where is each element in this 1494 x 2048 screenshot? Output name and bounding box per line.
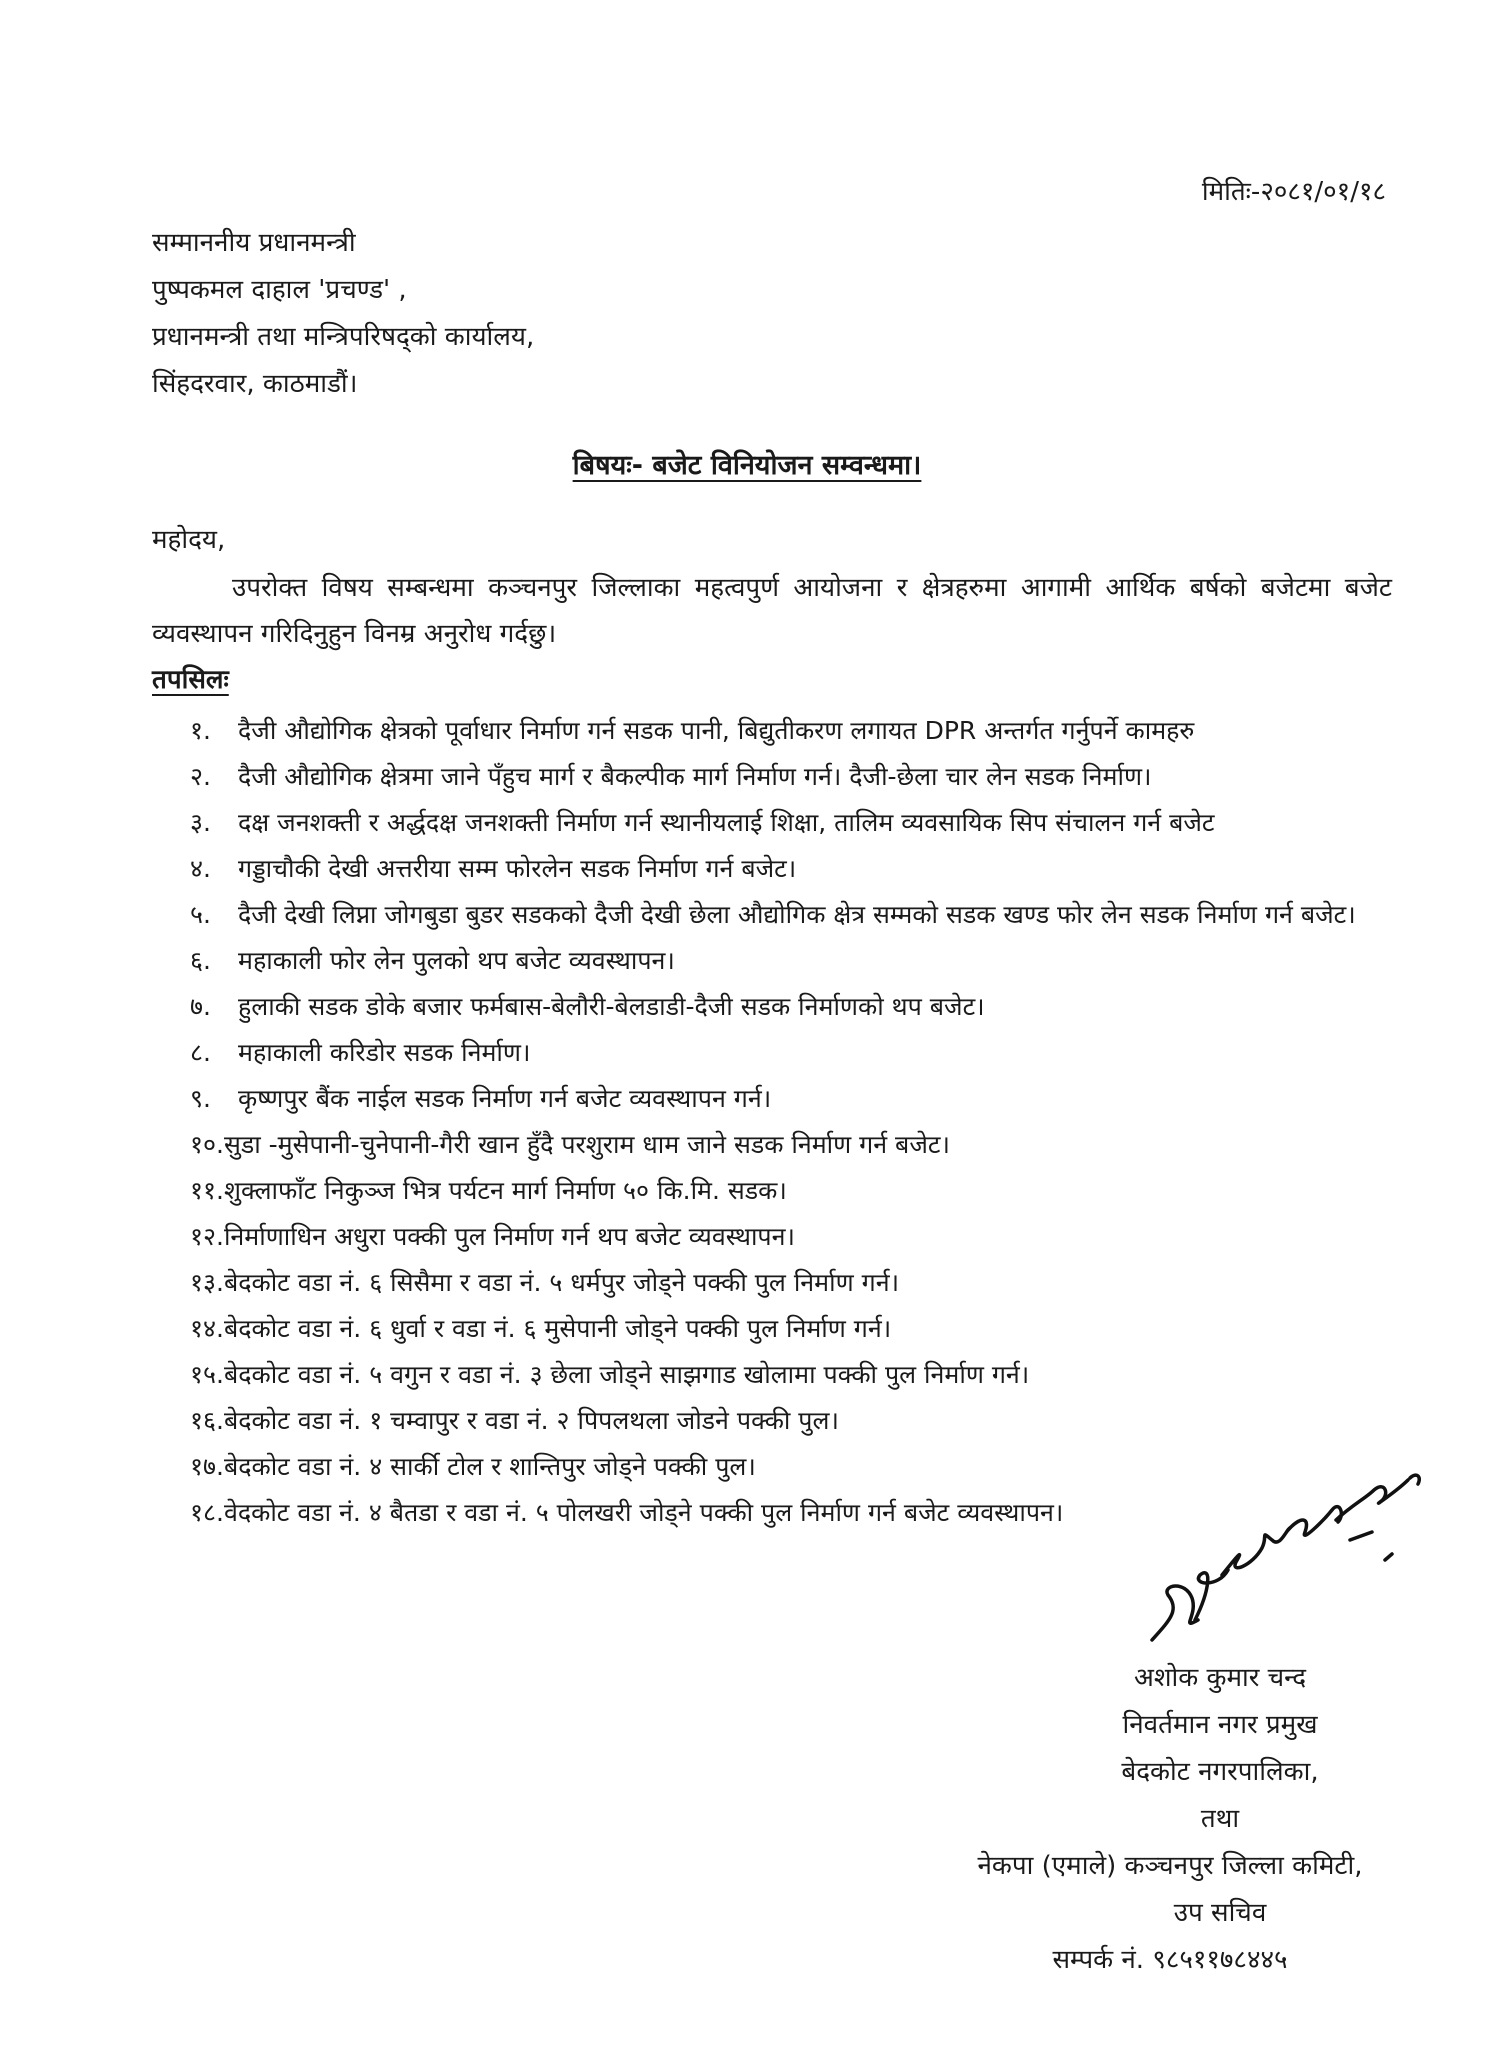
list-item: [190, 800, 1400, 846]
signatory-name: अशोक कुमार चन्द: [1133, 1663, 1306, 1693]
signatory-title-3: तथा: [1200, 1804, 1240, 1834]
list-item: [190, 754, 1400, 800]
signatory-contact: सम्पर्क नं. ९८५११७८४४५: [1052, 1945, 1288, 1975]
list-item: [190, 1398, 1400, 1444]
recipient-line-1: सम्माननीय प्रधानमन्त्री: [152, 228, 356, 258]
list-item-number: ३.: [190, 808, 211, 837]
signatory-block: [977, 1655, 1440, 1984]
list-item-number: २.: [190, 762, 211, 791]
letter-date: मितिः-२०८१/०१/१८: [1201, 177, 1386, 207]
recipient-address: [152, 220, 534, 408]
list-item-text: बेदकोट वडा नं. ४ सार्की टोल र शान्तिपुर जोड्ने पक्की पुल।: [223, 1452, 756, 1481]
details-heading: तपसिलः: [152, 665, 229, 695]
list-item: [190, 938, 1400, 984]
list-item-number: १६.: [190, 1406, 224, 1435]
list-item-number: १०.: [190, 1130, 224, 1159]
list-item-text: बेदकोट वडा नं. ६ सिसैमा र वडा नं. ५ धर्मपुर जोड्ने पक्की पुल निर्माण गर्न।: [223, 1268, 900, 1297]
list-item-text: कृष्णपुर बैंक नाईल सडक निर्माण गर्न बजेट व्यवस्थापन गर्न।: [238, 1084, 772, 1113]
list-item: [190, 1030, 1400, 1076]
signatory-title-5: उप सचिव: [1173, 1898, 1267, 1928]
list-item-number: १७.: [190, 1452, 224, 1481]
handwritten-signature: [1140, 1470, 1440, 1670]
list-item: [190, 1168, 1400, 1214]
list-item: [190, 1306, 1400, 1352]
list-item-number: ९.: [190, 1084, 211, 1113]
list-item-text: गड्डाचौकी देखी अत्तरीया सम्म फोरलेन सडक निर्माण गर्न बजेट।: [238, 854, 797, 883]
list-item-text: दैजी देखी लिप्ना जोगबुडा बुडर सडकको दैजी देखी छेला औद्योगिक क्षेत्र सम्मको सडक खण्ड फोर लेन सडक निर्माण गर्न बजेट।: [238, 900, 1356, 929]
list-item-text: सुडा -मुसेपानी-चुनेपानी-गैरी खान हुँदै परशुराम धाम जाने सडक निर्माण गर्न बजेट।: [223, 1130, 950, 1159]
list-item-text: दक्ष जनशक्ती र अर्द्धदक्ष जनशक्ती निर्माण गर्न स्थानीयलाई शिक्षा, तालिम व्यवसायिक सिप संचालन गर्न बजेट: [238, 808, 1215, 837]
list-item-number: ४.: [190, 854, 211, 883]
list-item: [190, 708, 1400, 754]
list-item-text: महाकाली फोर लेन पुलको थप बजेट व्यवस्थापन।: [238, 946, 675, 975]
list-item-text: हुलाकी सडक डोके बजार फर्मबास-बेलौरी-बेलडाडी-दैजी सडक निर्माणको थप बजेट।: [238, 992, 985, 1021]
list-item-text: बेदकोट वडा नं. ५ वगुन र वडा नं. ३ छेला जोड्ने साझगाड खोलामा पक्की पुल निर्माण गर्न।: [223, 1360, 1030, 1389]
signatory-title-1: निवर्तमान नगर प्रमुख: [1122, 1710, 1318, 1740]
details-list: [190, 708, 1400, 1536]
list-item-number: ११.: [190, 1176, 224, 1205]
list-item: [190, 1122, 1400, 1168]
subject-line: [0, 445, 1494, 482]
list-item-text: शुक्लाफाँट निकुञ्ज भित्र पर्यटन मार्ग निर्माण ५० कि.मि. सडक।: [223, 1176, 787, 1205]
list-item: [190, 1214, 1400, 1260]
signatory-title-2: बेदकोट नगरपालिका,: [1121, 1757, 1319, 1787]
list-item-number: १.: [190, 716, 211, 745]
list-item: [190, 1260, 1400, 1306]
recipient-line-2: पुष्पकमल दाहाल 'प्रचण्ड' ,: [152, 275, 407, 305]
recipient-line-4: सिंहदरवार, काठमाडौं।: [152, 369, 358, 399]
list-item-number: १२.: [190, 1222, 224, 1251]
list-item: [190, 1352, 1400, 1398]
list-item-text: दैजी औद्योगिक क्षेत्रमा जाने पँहुच मार्ग र बैकल्पीक मार्ग निर्माण गर्न। दैजी-छेला चार लेन सडक निर्माण।: [238, 762, 1152, 791]
list-item-text: बेदकोट वडा नं. १ चम्वापुर र वडा नं. २ पिपलथला जोडने पक्की पुल।: [223, 1406, 839, 1435]
list-item-number: ५.: [190, 900, 211, 929]
list-item-number: १४.: [190, 1314, 224, 1343]
list-item-number: ७.: [190, 992, 211, 1021]
list-item: [190, 892, 1400, 938]
list-item: [190, 1076, 1400, 1122]
list-item-text: बेदकोट वडा नं. ६ धुर्वा र वडा नं. ६ मुसेपानी जोड्ने पक्की पुल निर्माण गर्न।: [223, 1314, 892, 1343]
list-item-text: महाकाली करिडोर सडक निर्माण।: [238, 1038, 531, 1067]
list-item-text: दैजी औद्योगिक क्षेत्रको पूर्वाधार निर्माण गर्न सडक पानी, बिद्युतीकरण लगायत DPR अन्तर्गत गर्नुपर्ने कामहरु: [238, 716, 1195, 745]
salutation: महोदय,: [152, 525, 226, 555]
list-item-number: १८.: [190, 1498, 224, 1527]
list-item-number: १३.: [190, 1268, 224, 1297]
list-item-number: ८.: [190, 1038, 211, 1067]
recipient-line-3: प्रधानमन्त्री तथा मन्त्रिपरिषद्को कार्यालय,: [152, 322, 535, 352]
body-paragraph: उपरोक्त विषय सम्बन्धमा कञ्चनपुर जिल्लाका महत्वपुर्ण आयोजना र क्षेत्रहरुमा आगामी आर्थिक बर्षको बजेटमा बजेट व्यवस्थापन गरिदिनुहुन विनम्र अनुरोध गर्दछु।: [152, 573, 1392, 649]
list-item-number: ६.: [190, 946, 211, 975]
list-item-number: १५.: [190, 1360, 224, 1389]
list-item-text: निर्माणाधिन अधुरा पक्की पुल निर्माण गर्न थप बजेट व्यवस्थापन।: [223, 1222, 795, 1251]
list-item: [190, 984, 1400, 1030]
list-item: [190, 846, 1400, 892]
signatory-title-4: नेकपा (एमाले) कञ्चनपुर जिल्ला कमिटी,: [977, 1851, 1363, 1881]
subject-text: बिषयः- बजेट विनियोजन सम्वन्धमा।: [572, 450, 922, 481]
list-item-text: वेदकोट वडा नं. ४ बैतडा र वडा नं. ५ पोलखरी जोड्ने पक्की पुल निर्माण गर्न बजेट व्यवस्थापन।: [223, 1498, 1064, 1527]
